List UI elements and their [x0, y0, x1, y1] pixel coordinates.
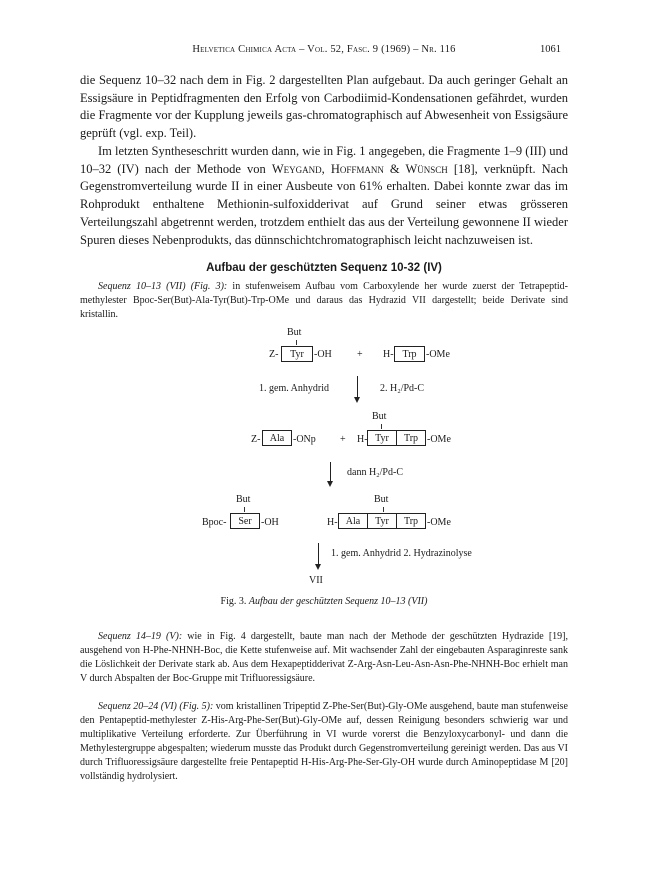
sequence-20-24-paragraph [80, 700, 568, 783]
step3-reagents: 1. gem. Anhydrid 2. Hydrazinolyse [331, 548, 472, 559]
residue-box-ser: Ser [230, 513, 260, 529]
section-heading: Aufbau der geschützten Sequenz 10-32 (IV) [206, 262, 442, 274]
reaction-arrow-2 [330, 462, 331, 482]
sequence-14-19-lead: Sequenz 14–19 (V): [98, 631, 183, 642]
side-chain-bond [244, 507, 245, 512]
but-label-tyr-row2: But [372, 411, 387, 422]
side-chain-bond [381, 424, 382, 429]
but-label-tyr-row3: But [374, 494, 389, 505]
figure-label: Fig. 3. [220, 596, 247, 607]
but-label-tyr-row1: But [287, 327, 302, 338]
onp-terminus: -ONp [293, 434, 316, 445]
journal-header: Helvetica Chimica Acta – Vol. 52, Fasc. 9 (1969) – Nr. 116 [192, 44, 456, 55]
residue-box-tyr: Tyr [281, 346, 313, 362]
but-label-ser: But [236, 494, 251, 505]
page-number: 1061 [540, 44, 561, 55]
sequence-14-19-text: wie in Fig. 4 dargestellt, baute man nach der Methode der geschützten Hydrazide [19], ausgehend von H-Phe-NHNH-Boc, die Kette stufenweise auf. Mit wachsender Zahl der eingebauten Asparaginreste sank die Löslichkeit der Derivate stark ab. Aus dem Hexapeptidderivat Z-Arg-Asn-Leu-Asn-Asn-Phe-NHNH-Boc erhielt man V durch Abspalten der Boc-Gruppe mit Trifluoressigsäure. [80, 631, 568, 684]
oh-terminus: -OH [261, 517, 279, 528]
oh-terminus: -OH [314, 349, 332, 360]
step1-reagent-left: 1. gem. Anhydrid [259, 383, 329, 394]
h-terminus: H- [357, 434, 368, 445]
ome-terminus: -OMe [426, 349, 450, 360]
product-label: VII [309, 575, 323, 586]
sequence-10-13-text: in stufenweisem Aufbau vom Carboxylende her wurde zuerst der Tetrapeptid-methylester Bpoc-Ser(But)-Ala-Tyr(But)-Trp-OMe und daraus das Hydrazid VII dargestellt; beide Derivate sind kristallin. [80, 281, 568, 320]
paragraph-1: die Sequenz 10–32 nach dem in Fig. 2 dargestellten Plan aufgebaut. Da auch geringer Gehalt an Essigsäure in Peptidfragmenten den Erfolg von Carbodiimid-Kondensationen gefährdet, wurden die Fragmente vor der Kupplung jeweils gas-chromatographisch auf Abwesenheit von Essigsäure geprüft (vgl. exp. Teil). [80, 73, 568, 141]
z-group: Z- [251, 434, 261, 445]
sequence-20-24-text: vom kristallinen Tripeptid Z-Phe-Ser(But)-Gly-OMe ausgehend, baute man stufenweise den Pentapeptid-methylester Z-His-Arg-Phe-Ser(But)-Gly-OMe auf, dessen Reinigung besonders schwierig war und multiplikative Verteilung erforderte. Zur Überführung in VI wurde vorerst die Benzyloxycarbonyl- und dann die Methylestergruppe abgespalten; wiederum musste das Produkt durch Gegenstromverteilung gereinigt werden. Das aus VI durch Trifluoressigsäure dargestellte freie Pentapeptid H-His-Arg-Phe-Ser-Gly-OH wurde durch Aminopeptidase M [20] vollständig hydrolysiert. [80, 701, 568, 782]
residue-box-ala: Ala [262, 430, 292, 446]
ome-terminus: -OMe [427, 434, 451, 445]
paragraph-2-text-b: [18], verknüpft. Nach Gegenstromverteilung wurde II in einer Ausbeute von 61% erhalten. Dabei konnte zwar das im Rohprodukt enthaltene Methionin-sulfoxidderivat auf Grund seiner etwas grösseren Verteilungszahl abgetrennt werden, trotzdem enthielt das aus der Verteilung gewonnene II wieder Spuren dieses Nebenprodukts, das dünnschichtchromatographisch leicht nachzuweisen ist. [80, 161, 568, 247]
side-chain-bond [383, 507, 384, 512]
residue-box-tyr: Tyr [367, 513, 397, 529]
paragraph-2-text-a: Im letzten Syntheseschritt wurden dann, wie in Fig. 1 angegeben, die Fragmente 1–9 (III) und 10–32 (IV) nach der Methode von [80, 144, 568, 176]
step2-reagent: dann H₂/Pd-C [347, 467, 403, 478]
paragraph-2-authors: Weygand, Hoffmann & Wünsch [271, 161, 448, 176]
reaction-arrow-1 [357, 376, 358, 398]
sequence-20-24-lead: Sequenz 20–24 (VI) (Fig. 5): [98, 701, 214, 712]
side-chain-bond [296, 340, 297, 345]
sequence-10-13-lead: Sequenz 10–13 (VII) (Fig. 3): [98, 281, 228, 292]
h-terminus: H- [327, 517, 338, 528]
plus-sign: + [357, 349, 363, 360]
residue-box-trp: Trp [396, 513, 426, 529]
h-terminus: H- [383, 349, 394, 360]
sequence-14-19-paragraph [80, 630, 568, 686]
residue-box-tyr: Tyr [367, 430, 397, 446]
step1-reagent-right: 2. H₂/Pd-C [380, 383, 425, 394]
figure-title: Aufbau der geschützten Sequenz 10–13 (VII) [248, 596, 428, 607]
reaction-arrow-3 [318, 543, 319, 565]
residue-box-trp: Trp [394, 346, 425, 362]
ome-terminus: -OMe [427, 517, 451, 528]
plus-sign: + [340, 434, 346, 445]
bpoc-group: Bpoc- [202, 517, 227, 528]
figure-caption [0, 596, 648, 607]
residue-box-ala: Ala [338, 513, 368, 529]
z-group: Z- [269, 349, 279, 360]
residue-box-trp: Trp [396, 430, 426, 446]
